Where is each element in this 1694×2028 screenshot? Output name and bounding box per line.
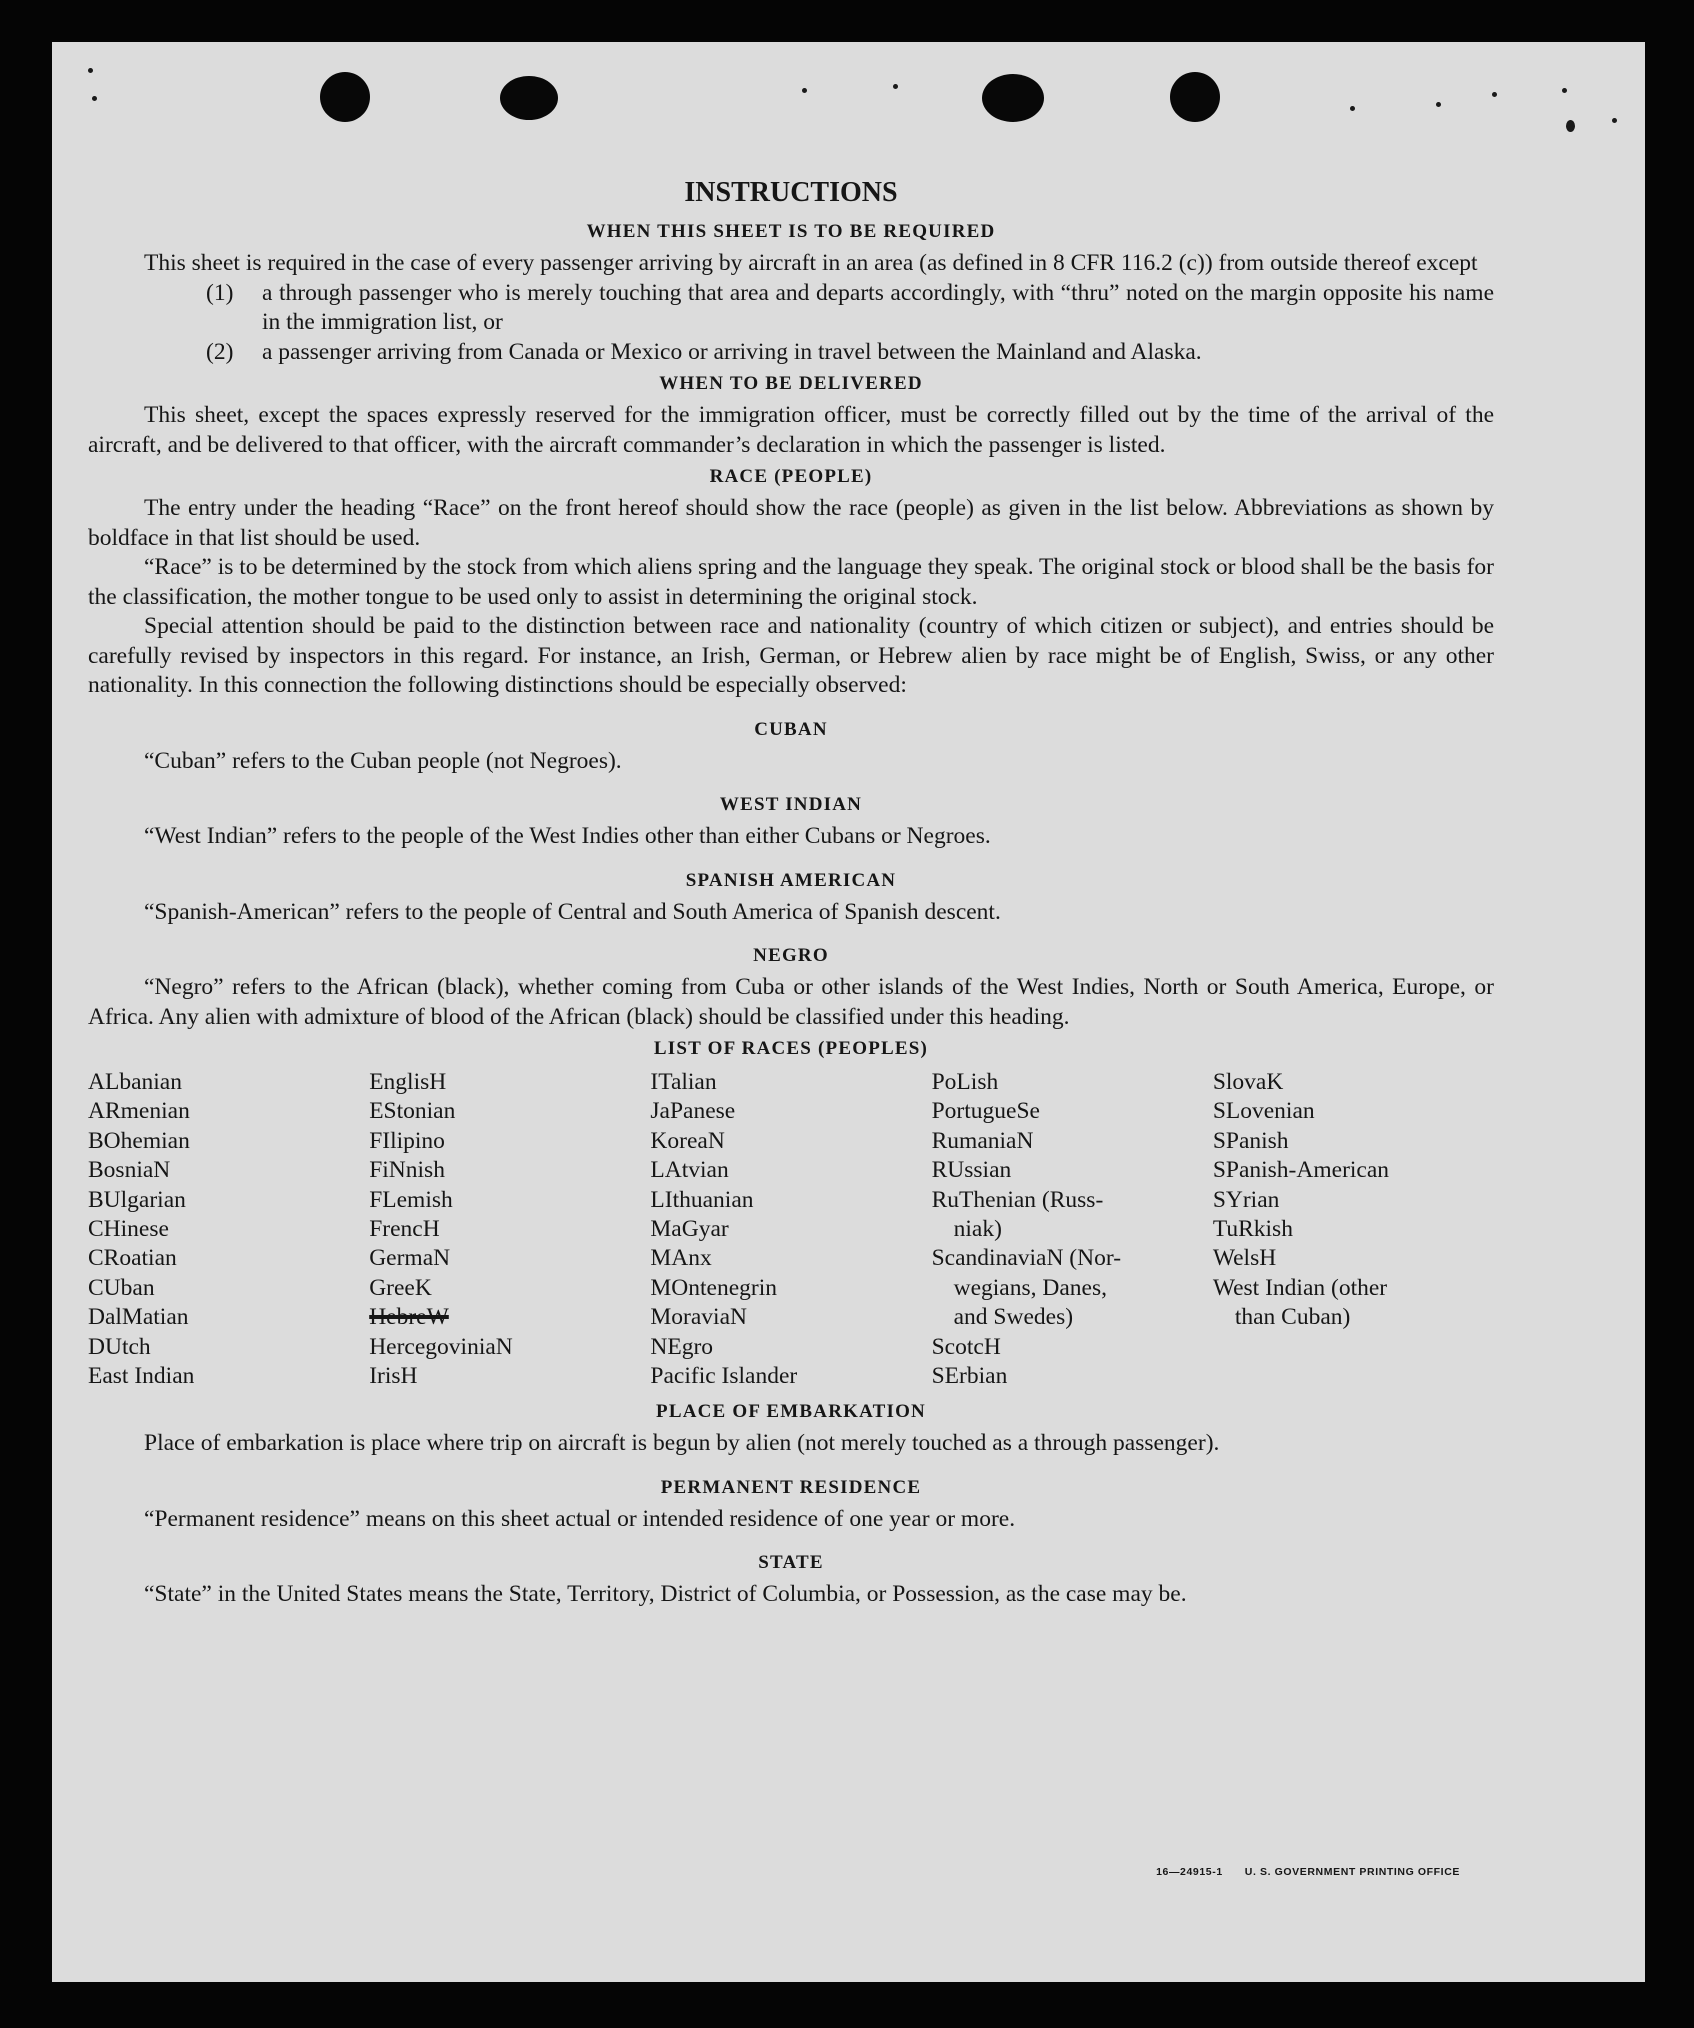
speck bbox=[1612, 118, 1617, 123]
document-page bbox=[52, 42, 1645, 1982]
paragraph: “State” in the United States means the State, Territory, District of Columbia, or Possession, as the case may be. bbox=[144, 1581, 1187, 1608]
punch-hole bbox=[500, 76, 558, 120]
race-entry-struck: HebreW bbox=[369, 1304, 449, 1331]
race-entry: ScotcH bbox=[931, 1333, 1001, 1360]
race-entry: ScandinaviaN (Nor- bbox=[931, 1245, 1122, 1272]
race-entry: RuThenian (Russ- bbox=[931, 1186, 1104, 1213]
race-entry: ITalian bbox=[650, 1069, 717, 1095]
race-entry: KoreaN bbox=[650, 1127, 725, 1154]
race-entry: SLovenian bbox=[1212, 1098, 1315, 1125]
item-text: a passenger arriving from Canada or Mexico or arriving in travel between the Mainland and Alaska. bbox=[262, 338, 1202, 365]
section-embarkation bbox=[88, 1395, 1494, 1459]
page-title: INSTRUCTIONS bbox=[684, 177, 898, 208]
race-entry: MAnx bbox=[650, 1245, 712, 1272]
race-entry-continued: and Swedes) bbox=[953, 1304, 1074, 1331]
section-heading: WHEN TO BE DELIVERED bbox=[659, 373, 923, 394]
speck bbox=[1436, 102, 1441, 107]
race-entry-continued: than Cuban) bbox=[1234, 1304, 1351, 1331]
paragraph: This sheet is required in the case of every passenger arriving by aircraft in an area (as defined in 8 CFR 116.2 (c)) from outside thereof except bbox=[144, 250, 1478, 276]
race-entry: Pacific Islander bbox=[650, 1363, 798, 1390]
exception-item bbox=[206, 279, 1494, 338]
paragraph: “Spanish-American” refers to the people of Central and South America of Spanish descent. bbox=[144, 898, 1001, 925]
paragraph: “Negro” refers to the African (black), whether coming from Cuba or other islands of the West Indies, North or South America, Europe, or Africa. Any alien with admixture of blood of the African (black) should be classified under this heading. bbox=[88, 974, 1494, 1030]
section-heading: RACE (PEOPLE) bbox=[709, 466, 873, 487]
race-entry: CHinese bbox=[88, 1216, 169, 1243]
section-race bbox=[88, 460, 1494, 701]
race-entry: SPanish-American bbox=[1212, 1157, 1390, 1184]
exception-item bbox=[206, 338, 1494, 368]
race-entry: CRoatian bbox=[88, 1245, 177, 1272]
race-entry: BUlgarian bbox=[88, 1186, 186, 1213]
speck bbox=[92, 96, 97, 101]
race-entry: PortugueSe bbox=[931, 1098, 1040, 1125]
section-west-indian bbox=[88, 788, 1494, 852]
race-column bbox=[1213, 1068, 1494, 1391]
race-entry: ALbanian bbox=[88, 1069, 182, 1095]
section-heading: SPANISH AMERICAN bbox=[685, 869, 897, 891]
speck bbox=[802, 88, 807, 93]
race-entry: IrisH bbox=[369, 1363, 418, 1390]
speck bbox=[1566, 120, 1575, 132]
race-entry: LAtvian bbox=[650, 1157, 729, 1184]
paragraph: “West Indian” refers to the people of the West Indies other than either Cubans or Negroes. bbox=[144, 823, 991, 849]
paragraph: This sheet, except the spaces expressly reserved for the immigration officer, must be correctly filled out by the time of the arrival of the aircraft, and be delivered to that officer, with the aircraft commander’s declaration in which the passenger is listed. bbox=[88, 402, 1494, 458]
section-required bbox=[88, 215, 1494, 367]
race-entry: FIlipino bbox=[369, 1127, 445, 1154]
race-entry: TuRkish bbox=[1212, 1216, 1293, 1243]
race-entry: DUtch bbox=[88, 1333, 151, 1360]
race-entry: JaPanese bbox=[650, 1098, 736, 1125]
race-entry: RUssian bbox=[931, 1157, 1012, 1184]
paragraph: The entry under the heading “Race” on the front hereof should show the race (people) as given in the list below. Abbreviations as shown by boldface in that list should be used. bbox=[88, 495, 1494, 551]
race-entry: East Indian bbox=[88, 1363, 195, 1390]
race-column bbox=[932, 1068, 1213, 1391]
section-heading: STATE bbox=[758, 1552, 824, 1574]
speck bbox=[88, 68, 93, 73]
race-entry: FiNnish bbox=[369, 1157, 445, 1184]
section-residence bbox=[88, 1471, 1494, 1535]
paragraph: Place of embarkation is place where trip on aircraft is begun by alien (not merely touched as a through passenger). bbox=[144, 1430, 1220, 1457]
item-text: a through passenger who is merely touching that area and departs accordingly, with “thru” noted on the margin opposite his name in the immigration list, or bbox=[262, 279, 1494, 335]
race-entry: GreeK bbox=[369, 1274, 432, 1301]
section-heading: CUBAN bbox=[754, 718, 828, 740]
section-heading: WEST INDIAN bbox=[719, 794, 863, 815]
race-entry: West Indian (other bbox=[1212, 1274, 1388, 1301]
item-number: (1) bbox=[206, 279, 234, 306]
race-entry: CUban bbox=[88, 1274, 155, 1301]
race-entry: LIthuanian bbox=[650, 1186, 754, 1213]
item-number: (2) bbox=[206, 338, 234, 365]
race-entry: DalMatian bbox=[88, 1304, 189, 1331]
race-entry: GermaN bbox=[369, 1245, 451, 1272]
race-column bbox=[369, 1068, 650, 1391]
instructions-body bbox=[88, 174, 1494, 1610]
section-spanish-american bbox=[88, 864, 1494, 928]
printer-imprint bbox=[1156, 1866, 1460, 1878]
section-state bbox=[88, 1546, 1494, 1610]
form-number: 16—24915-1 bbox=[1156, 1866, 1223, 1878]
race-entry: SErbian bbox=[931, 1363, 1008, 1390]
race-entry-continued: niak) bbox=[953, 1216, 1002, 1243]
punch-hole bbox=[982, 74, 1044, 122]
section-negro bbox=[88, 939, 1494, 1032]
paragraph: Special attention should be paid to the distinction between race and nationality (country of which citizen or subject), and entries should be carefully revised by inspectors in this regard. For instance, an Irish, German, or Hebrew alien by race might be of English, Swiss, or any other nationality. In this connection the following distinctions should be especially observed: bbox=[88, 613, 1494, 698]
race-entry: SlovaK bbox=[1212, 1069, 1284, 1095]
speck bbox=[1562, 88, 1567, 93]
race-entry: MaGyar bbox=[650, 1216, 729, 1243]
race-entry: MOntenegrin bbox=[650, 1274, 778, 1301]
speck bbox=[1492, 92, 1497, 97]
section-delivered bbox=[88, 367, 1494, 460]
paragraph: “Permanent residence” means on this sheet actual or intended residence of one year or more. bbox=[144, 1505, 1016, 1532]
punch-hole bbox=[1170, 72, 1220, 122]
section-heading: NEGRO bbox=[753, 945, 829, 966]
printer-name: U. S. GOVERNMENT PRINTING OFFICE bbox=[1244, 1866, 1460, 1878]
race-entry-continued: wegians, Danes, bbox=[953, 1274, 1107, 1301]
race-column bbox=[650, 1068, 931, 1391]
paragraph: “Cuban” refers to the Cuban people (not Negroes). bbox=[144, 747, 622, 774]
punch-hole bbox=[320, 72, 370, 122]
race-entry: PoLish bbox=[931, 1069, 999, 1095]
section-cuban bbox=[88, 713, 1494, 777]
section-heading: WHEN THIS SHEET IS TO BE REQUIRED bbox=[586, 221, 996, 242]
section-races-list bbox=[88, 1032, 1494, 1391]
race-entry: BOhemian bbox=[88, 1127, 190, 1154]
section-heading: PERMANENT RESIDENCE bbox=[660, 1476, 922, 1498]
race-entry: ARmenian bbox=[88, 1098, 190, 1125]
race-entry: WelsH bbox=[1212, 1245, 1277, 1272]
section-heading: LIST OF RACES (PEOPLES) bbox=[653, 1038, 929, 1059]
speck bbox=[893, 84, 898, 89]
race-entry: MoraviaN bbox=[650, 1304, 747, 1331]
race-column bbox=[88, 1068, 369, 1391]
race-entry: SYrian bbox=[1212, 1186, 1280, 1213]
race-entry: FLemish bbox=[369, 1186, 453, 1213]
paragraph: “Race” is to be determined by the stock from which aliens spring and the language they speak. The original stock or blood shall be the basis for the classification, the mother tongue to be used only to assist in determining the original stock. bbox=[88, 554, 1494, 610]
race-entry: RumaniaN bbox=[931, 1127, 1034, 1154]
race-entry: NEgro bbox=[650, 1333, 714, 1360]
race-columns bbox=[88, 1068, 1494, 1391]
race-entry: EStonian bbox=[369, 1098, 456, 1125]
race-entry: HercegoviniaN bbox=[369, 1333, 513, 1360]
race-entry: SPanish bbox=[1212, 1127, 1289, 1154]
race-entry: FrencH bbox=[369, 1216, 440, 1243]
section-heading: PLACE OF EMBARKATION bbox=[656, 1401, 926, 1423]
speck bbox=[1350, 106, 1355, 111]
race-entry: EnglisH bbox=[369, 1069, 447, 1095]
race-entry: BosniaN bbox=[88, 1157, 171, 1184]
